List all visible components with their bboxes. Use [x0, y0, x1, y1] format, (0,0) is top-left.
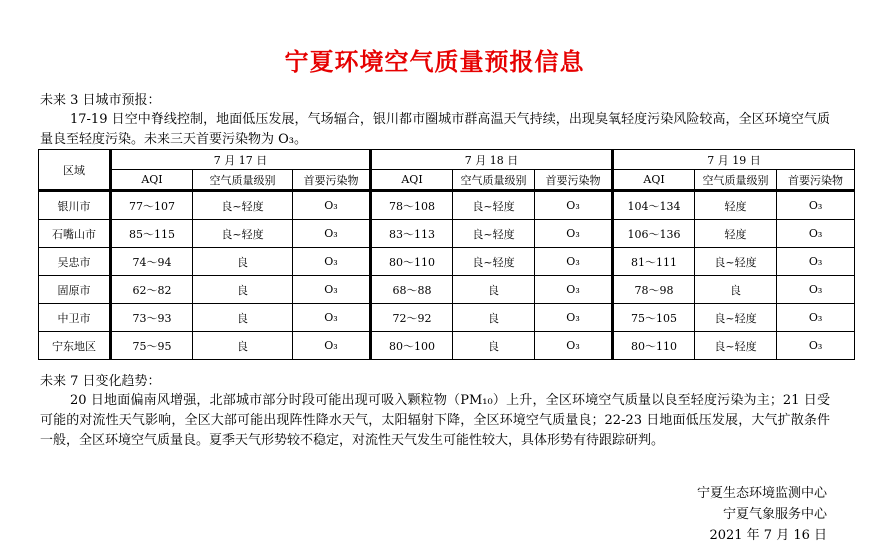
quality-level: 良~轻度: [453, 248, 535, 276]
primary-pollutant: O₃: [293, 191, 371, 220]
quality-level: 良~轻度: [193, 220, 293, 248]
aqi-range: 106～136: [613, 220, 695, 248]
aqi-range: 80～100: [371, 332, 453, 360]
primary-pollutant: O₃: [293, 220, 371, 248]
aqi-forecast-table: [38, 149, 855, 360]
aqi-range: 73～93: [111, 304, 193, 332]
level-header: 空气质量级别: [695, 170, 777, 191]
city-name: 吴忠市: [39, 248, 111, 276]
quality-level: 良~轻度: [193, 191, 293, 220]
aqi-range: 77～107: [111, 191, 193, 220]
aqi-range: 81～111: [613, 248, 695, 276]
primary-pollutant: O₃: [777, 332, 855, 360]
primary-pollutant: O₃: [535, 220, 613, 248]
quality-level: 良~轻度: [695, 248, 777, 276]
region-header: 区域: [39, 150, 111, 191]
forecast-7day-heading: 未来 7 日变化趋势：: [40, 374, 161, 389]
primary-pollutant: O₃: [535, 304, 613, 332]
pollutant-header: 首要污染物: [535, 170, 613, 191]
primary-pollutant: O₃: [293, 248, 371, 276]
primary-pollutant: O₃: [777, 191, 855, 220]
aqi-range: 78～98: [613, 276, 695, 304]
aqi-range: 80～110: [613, 332, 695, 360]
level-header: 空气质量级别: [193, 170, 293, 191]
city-name: 固原市: [39, 276, 111, 304]
aqi-header: AQI: [111, 170, 193, 191]
quality-level: 良: [453, 276, 535, 304]
quality-level: 良: [193, 248, 293, 276]
quality-level: 良: [453, 332, 535, 360]
primary-pollutant: O₃: [535, 191, 613, 220]
signature-org-2: 宁夏气象服务中心: [722, 507, 827, 522]
aqi-range: 104～134: [613, 191, 695, 220]
signature-date: 2021 年 7 月 16 日: [709, 528, 827, 543]
primary-pollutant: O₃: [535, 276, 613, 304]
table-row: [39, 276, 855, 304]
signature-org-1: 宁夏生态环境监测中心: [696, 486, 827, 501]
quality-level: 良~轻度: [453, 191, 535, 220]
primary-pollutant: O₃: [293, 304, 371, 332]
city-name: 中卫市: [39, 304, 111, 332]
quality-level: 良: [193, 332, 293, 360]
primary-pollutant: O₃: [293, 332, 371, 360]
quality-level: 良: [695, 276, 777, 304]
day-header: 7 月 19 日: [613, 150, 855, 170]
pollutant-header: 首要污染物: [777, 170, 855, 191]
quality-level: 轻度: [695, 191, 777, 220]
quality-level: 良~轻度: [695, 332, 777, 360]
aqi-range: 72～92: [371, 304, 453, 332]
aqi-range: 75～95: [111, 332, 193, 360]
aqi-header: AQI: [613, 170, 695, 191]
primary-pollutant: O₃: [535, 248, 613, 276]
aqi-range: 68～88: [371, 276, 453, 304]
table-row: [39, 248, 855, 276]
quality-level: 良: [453, 304, 535, 332]
table-row: [39, 332, 855, 360]
forecast-7day-text: 20 日地面偏南风增强，北部城市部分时段可能出现可吸入颗粒物（PM₁₀）上升，全区环境空气质量以良至轻度污染为主；21 日受可能的对流性天气影响，全区大部可能出现阵性降水天气，太阳辐射下降，全区环境空气质量良；22-23 日地面低压发展，大气扩散条件一般，全区环境空气质量良。夏季天气形势较不稳定，对流性天气发生可能性较大，具体形势有待跟踪研判。: [40, 393, 830, 448]
quality-level: 轻度: [695, 220, 777, 248]
forecast-3day-heading: 未来 3 日城市预报：: [40, 93, 161, 108]
primary-pollutant: O₃: [777, 220, 855, 248]
primary-pollutant: O₃: [777, 248, 855, 276]
page-title: 宁夏环境空气质量预报信息: [284, 48, 585, 76]
forecast-3day-text: 17-19 日空中脊线控制，地面低压发展，气场辐合，银川都市圈城市群高温天气持续，出现臭氧轻度污染风险较高，全区环境空气质量良至轻度污染。未来三天首要污染物为 O₃。: [40, 112, 830, 147]
city-name: 银川市: [39, 191, 111, 220]
quality-level: 良~轻度: [453, 220, 535, 248]
day-header: 7 月 18 日: [371, 150, 613, 170]
aqi-range: 83～113: [371, 220, 453, 248]
primary-pollutant: O₃: [777, 304, 855, 332]
level-header: 空气质量级别: [453, 170, 535, 191]
table-row: [39, 220, 855, 248]
aqi-range: 80～110: [371, 248, 453, 276]
aqi-range: 74～94: [111, 248, 193, 276]
pollutant-header: 首要污染物: [293, 170, 371, 191]
signature-block: [697, 483, 827, 546]
day-header: 7 月 17 日: [111, 150, 371, 170]
city-name: 石嘴山市: [39, 220, 111, 248]
table-row: [39, 191, 855, 220]
primary-pollutant: O₃: [535, 332, 613, 360]
aqi-range: 78～108: [371, 191, 453, 220]
primary-pollutant: O₃: [293, 276, 371, 304]
quality-level: 良: [193, 304, 293, 332]
aqi-range: 75～105: [613, 304, 695, 332]
aqi-range: 62～82: [111, 276, 193, 304]
aqi-header: AQI: [371, 170, 453, 191]
primary-pollutant: O₃: [777, 276, 855, 304]
city-name: 宁东地区: [39, 332, 111, 360]
quality-level: 良~轻度: [695, 304, 777, 332]
table-row: [39, 304, 855, 332]
aqi-range: 85～115: [111, 220, 193, 248]
quality-level: 良: [193, 276, 293, 304]
